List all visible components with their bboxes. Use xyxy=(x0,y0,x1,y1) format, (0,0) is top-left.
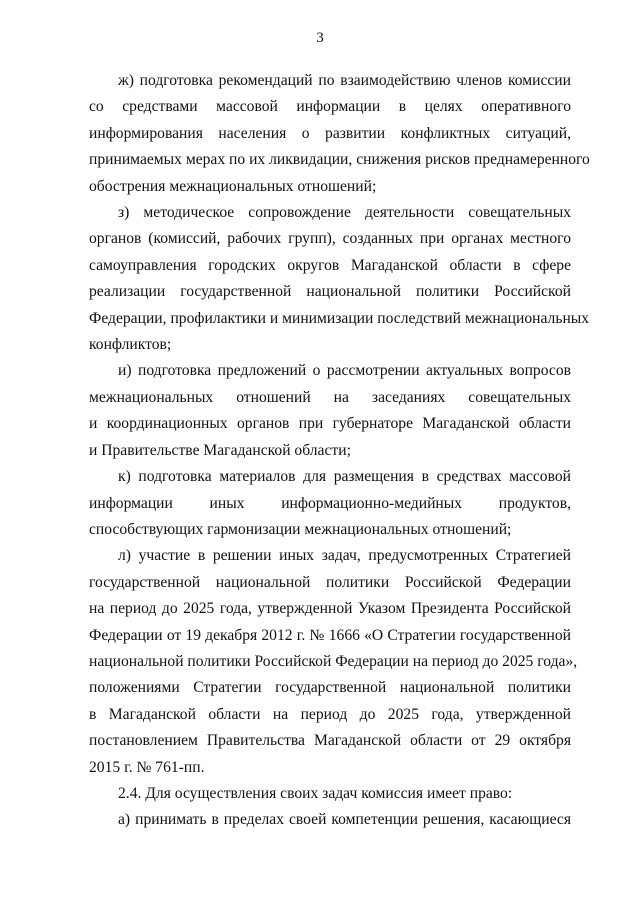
text-line: способствующих гармонизации межнациональных отношений; xyxy=(89,520,512,538)
paragraph-section-2-4 xyxy=(89,781,571,807)
text-line: информации иных информационно-медийных продуктов, xyxy=(89,494,571,512)
text-line: Федерации от 19 декабря 2012 г. № 1666 «О Стратегии государственной xyxy=(89,626,571,644)
text-line: информирования населения о развитии конфликтных ситуаций, xyxy=(89,124,571,142)
text-line: положениями Стратегии государственной национальной политики xyxy=(89,679,571,697)
text-line: и координационных органов при губернаторе Магаданской области xyxy=(89,415,571,433)
text-line: и) подготовка предложений о рассмотрении актуальных вопросов xyxy=(118,362,571,380)
paragraph-zh xyxy=(89,68,590,200)
text-line: национальной политики Российской Федерации на период до 2025 года», xyxy=(89,652,578,670)
text-line: к) подготовка материалов для размещения в средствах массовой xyxy=(118,468,571,486)
text-line: и Правительстве Магаданской области; xyxy=(89,441,351,459)
text-line: в Магаданской области на период до 2025 года, утвержденной xyxy=(89,705,571,723)
text-line: со средствами массовой информации в целях оперативного xyxy=(89,98,571,116)
text-line: конфликтов; xyxy=(89,336,172,354)
text-line: а) принимать в пределах своей компетенции решения, касающиеся xyxy=(118,811,571,829)
text-line: реализации государственной национальной политики Российской xyxy=(89,283,571,301)
text-line: ж) подготовка рекомендаций по взаимодействию членов комиссии xyxy=(118,72,571,89)
paragraph-k xyxy=(89,464,571,543)
document-body xyxy=(89,68,590,834)
text-line: з) методическое сопровождение деятельности совещательных xyxy=(118,204,571,222)
text-line: 2.4. Для осуществления своих задач комиссия имеет право: xyxy=(118,784,513,802)
page-number: 3 xyxy=(316,30,324,46)
text-line: 2015 г. № 761-пп. xyxy=(89,758,205,776)
text-line: постановлением Правительства Магаданской области от 29 октября xyxy=(89,732,571,750)
paragraph-a xyxy=(89,807,571,833)
text-line: межнациональных отношений на заседаниях совещательных xyxy=(89,388,571,406)
text-line: на период до 2025 года, утвержденной Указом Президента Российской xyxy=(89,600,571,618)
paragraph-i xyxy=(89,358,571,464)
text-line: государственной национальной политики Российской Федерации xyxy=(89,573,571,591)
paragraph-l xyxy=(89,543,578,781)
text-line: принимаемых мерах по их ликвидации, снижения рисков преднамеренного xyxy=(89,151,590,169)
paragraph-z xyxy=(89,200,590,358)
text-line: органов (комиссий, рабочих групп), созданных при органах местного xyxy=(89,230,571,248)
text-line: самоуправления городских округов Магаданской области в сфере xyxy=(89,256,571,274)
text-line: Федерации, профилактики и минимизации последствий межнациональных xyxy=(89,309,590,327)
text-line: л) участие в решении иных задач, предусмотренных Стратегией xyxy=(118,547,571,565)
text-line: обострения межнациональных отношений; xyxy=(89,177,377,195)
